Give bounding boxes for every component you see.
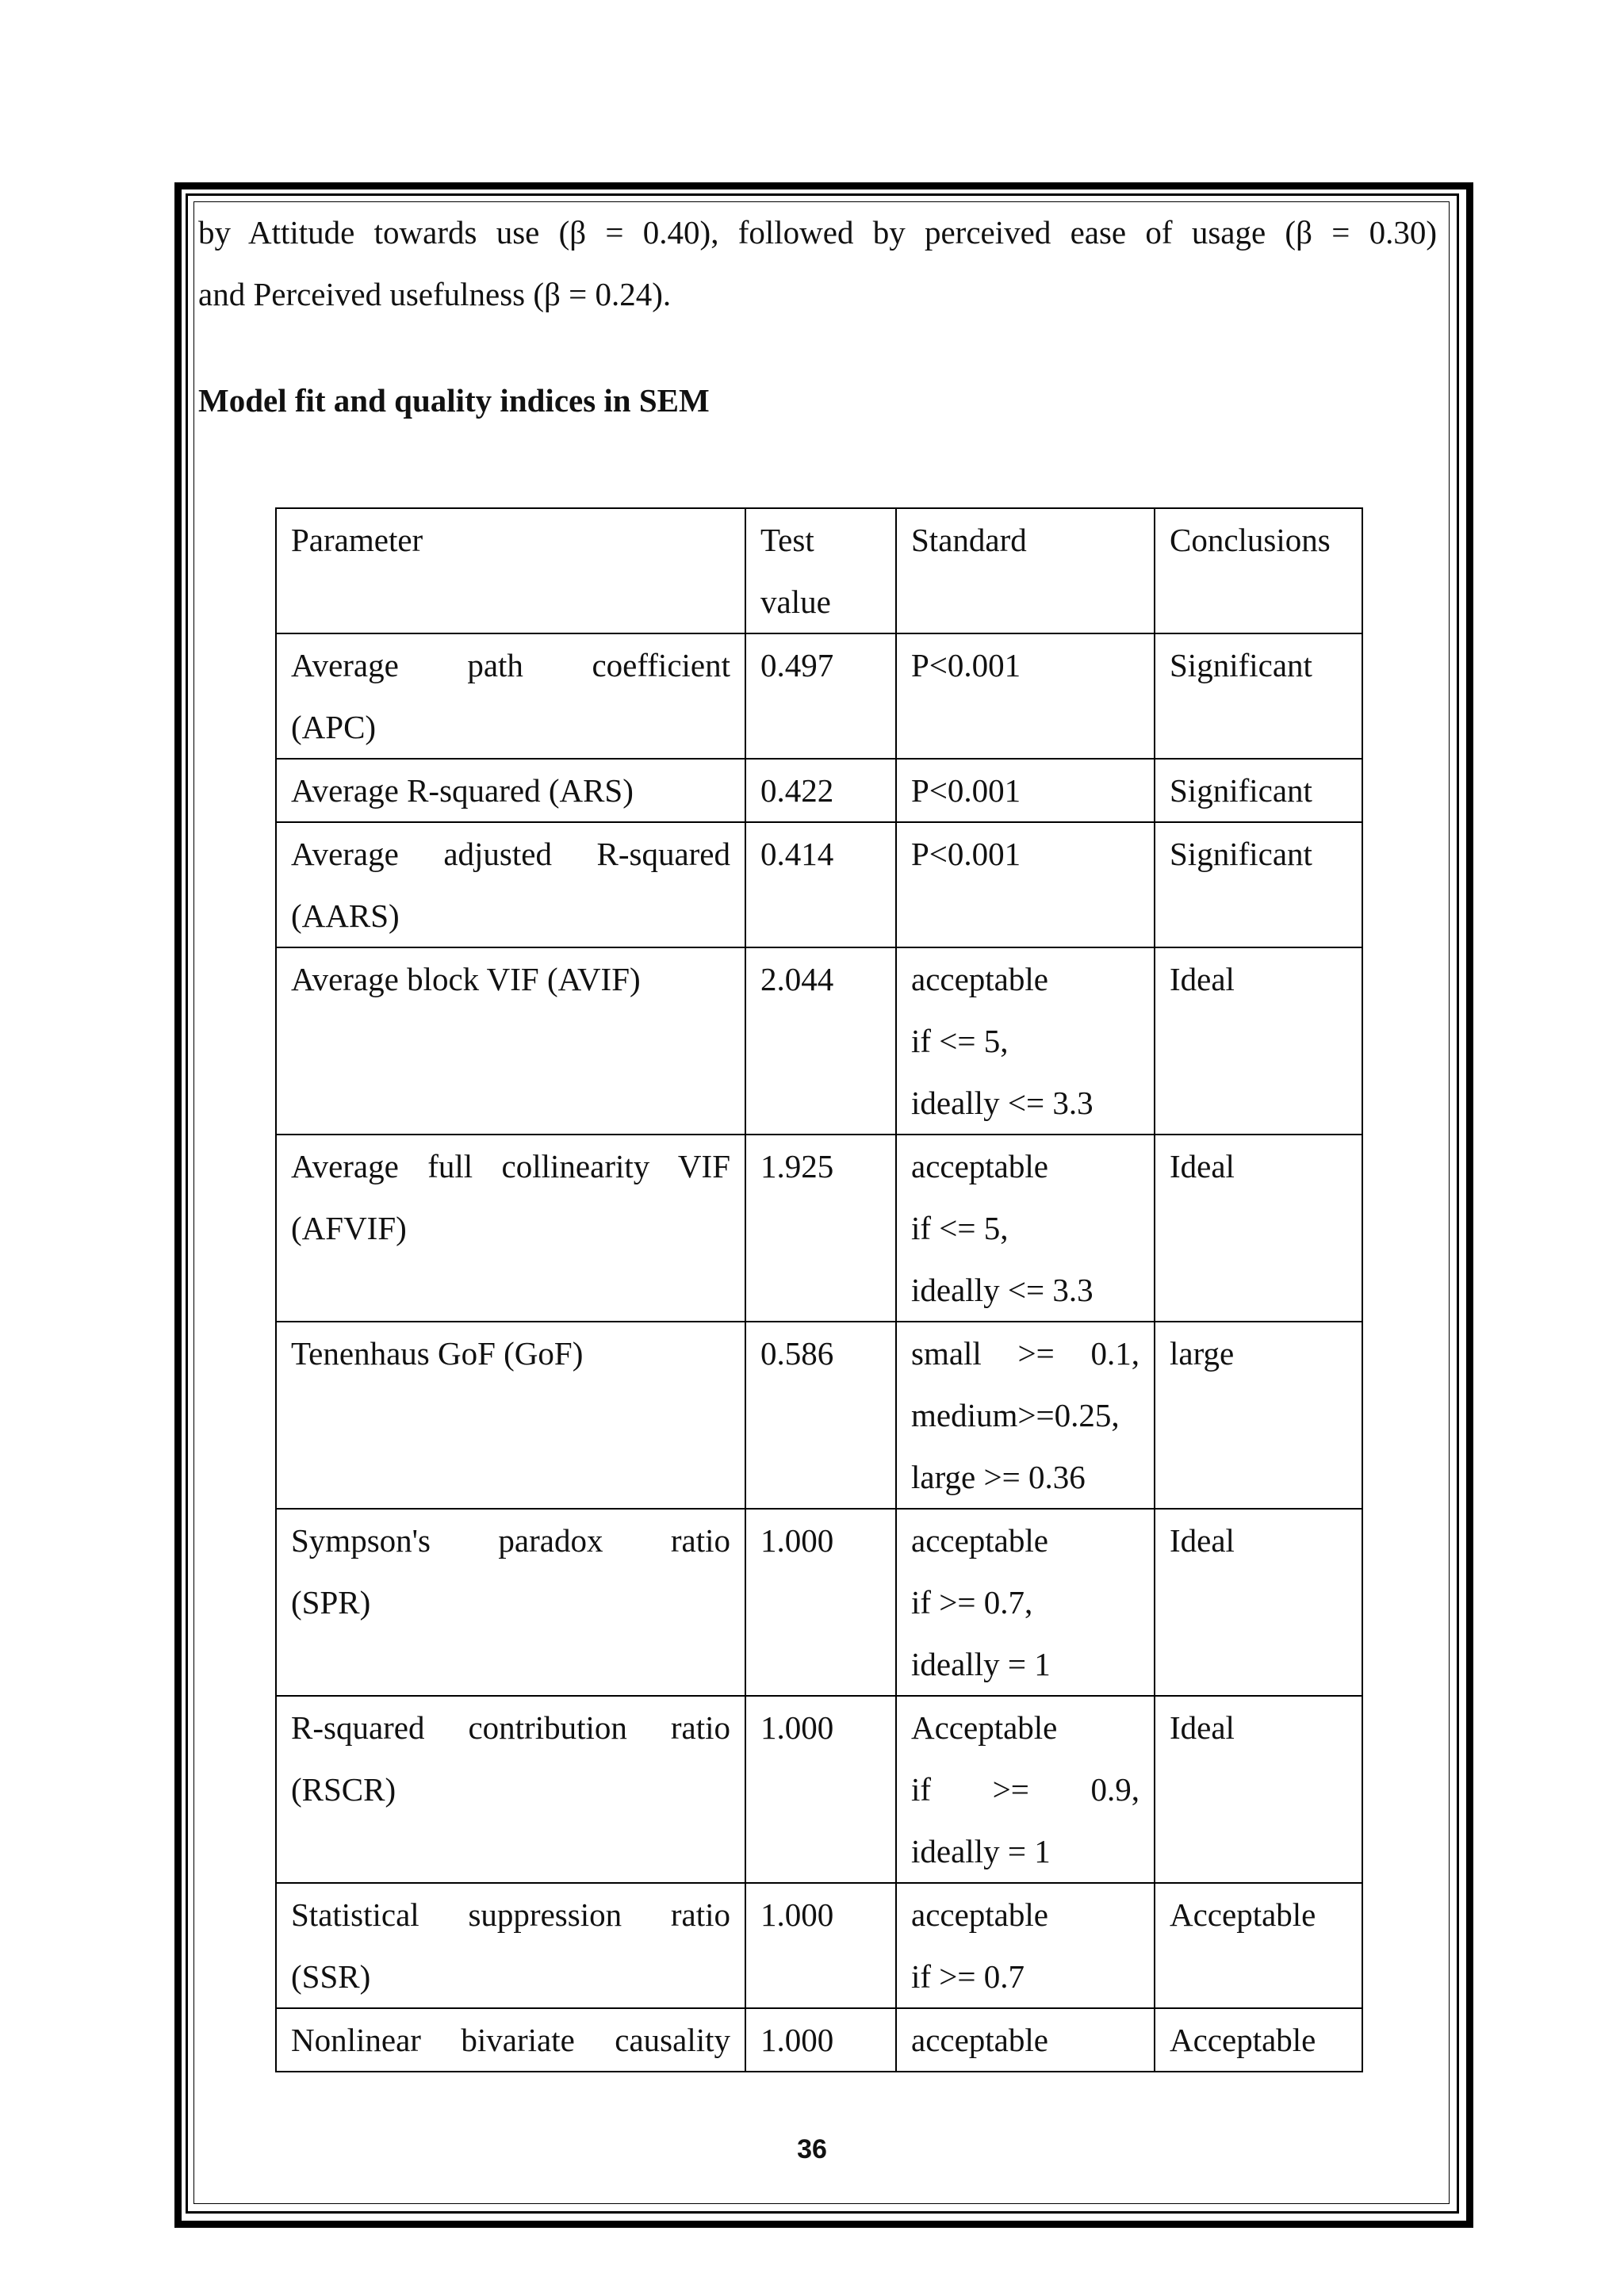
table-row [276, 1883, 1362, 2008]
cell-parameter: Nonlinear bivariate causality [276, 2008, 745, 2072]
intro-paragraph [198, 201, 1437, 325]
cell-test-value: 0.422 [745, 759, 896, 822]
cell-test-value: 1.000 [745, 1696, 896, 1883]
header-conclusions: Conclusions [1155, 508, 1362, 633]
cell-parameter: Average adjusted R-squared (AARS) [276, 822, 745, 947]
cell-parameter: Tenenhaus GoF (GoF) [276, 1322, 745, 1509]
cell-conclusion: Ideal [1155, 1509, 1362, 1696]
section-heading: Model fit and quality indices in SEM [198, 382, 710, 419]
page-content [198, 201, 1437, 2058]
cell-test-value: 1.925 [745, 1135, 896, 1322]
cell-standard: P<0.001 [896, 633, 1155, 759]
cell-standard: P<0.001 [896, 822, 1155, 947]
table-row [276, 1322, 1362, 1509]
table-row [276, 2008, 1362, 2072]
cell-conclusion: Ideal [1155, 947, 1362, 1135]
cell-parameter: Statistical suppression ratio (SSR) [276, 1883, 745, 2008]
cell-conclusion: Significant [1155, 633, 1362, 759]
cell-parameter: Average full collinearity VIF (AFVIF) [276, 1135, 745, 1322]
cell-standard: acceptable if <= 5, ideally <= 3.3 [896, 947, 1155, 1135]
cell-standard: small >= 0.1, medium>=0.25, large >= 0.36 [896, 1322, 1155, 1509]
table-row [276, 947, 1362, 1135]
table-row [276, 1696, 1362, 1883]
cell-parameter: Sympson's paradox ratio (SPR) [276, 1509, 745, 1696]
table-row [276, 822, 1362, 947]
cell-standard: acceptable if >= 0.7, ideally = 1 [896, 1509, 1155, 1696]
table-row [276, 1509, 1362, 1696]
cell-standard: Acceptable if >= 0.9, ideally = 1 [896, 1696, 1155, 1883]
cell-conclusion: Ideal [1155, 1696, 1362, 1883]
intro-line-1: by Attitude towards use (β = 0.40), followed by perceived ease of usage (β = 0.30) [198, 214, 1437, 251]
cell-conclusion: Ideal [1155, 1135, 1362, 1322]
cell-standard: acceptable if <= 5, ideally <= 3.3 [896, 1135, 1155, 1322]
cell-test-value: 1.000 [745, 2008, 896, 2072]
cell-parameter: Average R-squared (ARS) [276, 759, 745, 822]
cell-parameter: R-squared contribution ratio (RSCR) [276, 1696, 745, 1883]
intro-line-2: and Perceived usefulness (β = 0.24). [198, 276, 672, 312]
cell-conclusion: Acceptable [1155, 1883, 1362, 2008]
cell-standard: acceptable if >= 0.7 [896, 1883, 1155, 2008]
page-number: 36 [797, 2134, 827, 2164]
table-header-row [276, 508, 1362, 633]
cell-parameter: Average path coefficient (APC) [276, 633, 745, 759]
table-row [276, 1135, 1362, 1322]
cell-conclusion: Acceptable [1155, 2008, 1362, 2072]
table-row [276, 759, 1362, 822]
cell-parameter: Average block VIF (AVIF) [276, 947, 745, 1135]
cell-test-value: 0.586 [745, 1322, 896, 1509]
cell-test-value: 0.414 [745, 822, 896, 947]
table-row [276, 633, 1362, 759]
cell-conclusion: Significant [1155, 822, 1362, 947]
cell-test-value: 0.497 [745, 633, 896, 759]
cell-conclusion: large [1155, 1322, 1362, 1509]
cell-test-value: 1.000 [745, 1883, 896, 2008]
cell-test-value: 1.000 [745, 1509, 896, 1696]
header-standard: Standard [896, 508, 1155, 633]
cell-standard: P<0.001 [896, 759, 1155, 822]
header-test-value: Test value [745, 508, 896, 633]
model-fit-table [275, 507, 1363, 2072]
cell-standard: acceptable [896, 2008, 1155, 2072]
cell-conclusion: Significant [1155, 759, 1362, 822]
header-parameter: Parameter [276, 508, 745, 633]
cell-test-value: 2.044 [745, 947, 896, 1135]
